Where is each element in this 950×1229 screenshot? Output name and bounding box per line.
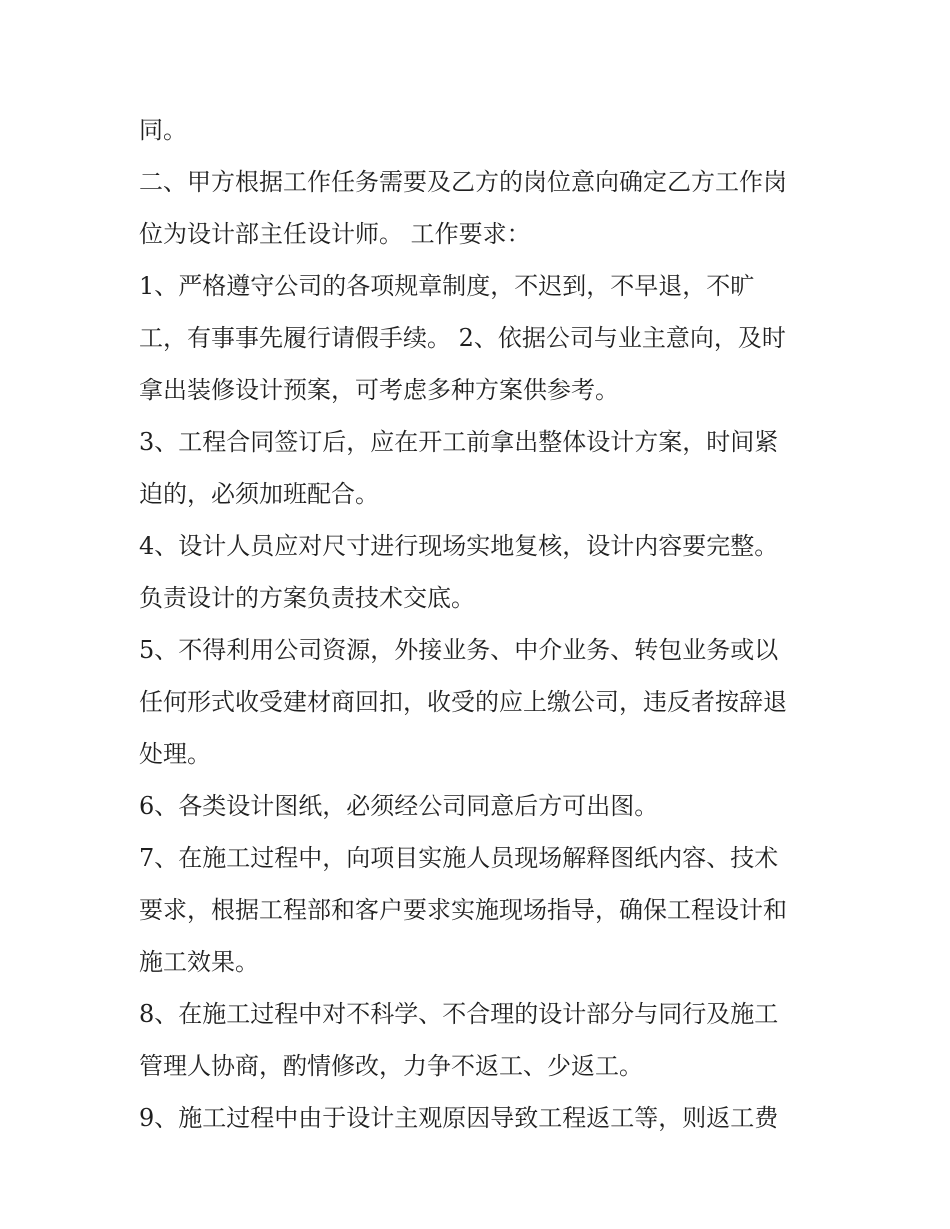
text-line-19: 管理人协商，酌情修改，力争不返工、少返工。 <box>139 1052 643 1080</box>
text-line-10: 负责设计的方案负责技术交底。 <box>139 584 475 612</box>
text-line-1: 同。 <box>139 116 187 144</box>
document-body <box>139 104 839 1144</box>
text-line-20: 9、施工过程中由于设计主观原因导致工程返工等，则返工费 <box>139 1104 779 1132</box>
text-line-11: 5、不得利用公司资源，外接业务、中介业务、转包业务或以 <box>139 636 779 664</box>
text-line-2: 二、甲方根据工作任务需要及乙方的岗位意向确定乙方工作岗 <box>139 168 787 196</box>
text-line-15: 7、在施工过程中，向项目实施人员现场解释图纸内容、技术 <box>139 844 779 872</box>
text-line-3: 位为设计部主任设计师。 工作要求： <box>139 220 531 248</box>
text-line-18: 8、在施工过程中对不科学、不合理的设计部分与同行及施工 <box>139 1000 779 1028</box>
text-line-14: 6、各类设计图纸，必须经公司同意后方可出图。 <box>139 792 659 820</box>
text-line-6: 拿出装修设计预案，可考虑多种方案供参考。 <box>139 376 619 404</box>
text-line-9: 4、设计人员应对尺寸进行现场实地复核，设计内容要完整。 <box>139 532 779 560</box>
text-line-13: 处理。 <box>139 740 211 768</box>
text-line-5: 工，有事事先履行请假手续。 2、依据公司与业主意向，及时 <box>139 324 786 352</box>
text-line-12: 任何形式收受建材商回扣，收受的应上缴公司，违反者按辞退 <box>139 688 787 716</box>
text-line-16: 要求，根据工程部和客户要求实施现场指导，确保工程设计和 <box>139 896 787 924</box>
text-line-7: 3、工程合同签订后，应在开工前拿出整体设计方案，时间紧 <box>139 428 779 456</box>
text-line-4: 1、严格遵守公司的各项规章制度，不迟到，不早退，不旷 <box>139 272 755 300</box>
text-line-8: 迫的，必须加班配合。 <box>139 480 379 508</box>
text-line-17: 施工效果。 <box>139 948 259 976</box>
